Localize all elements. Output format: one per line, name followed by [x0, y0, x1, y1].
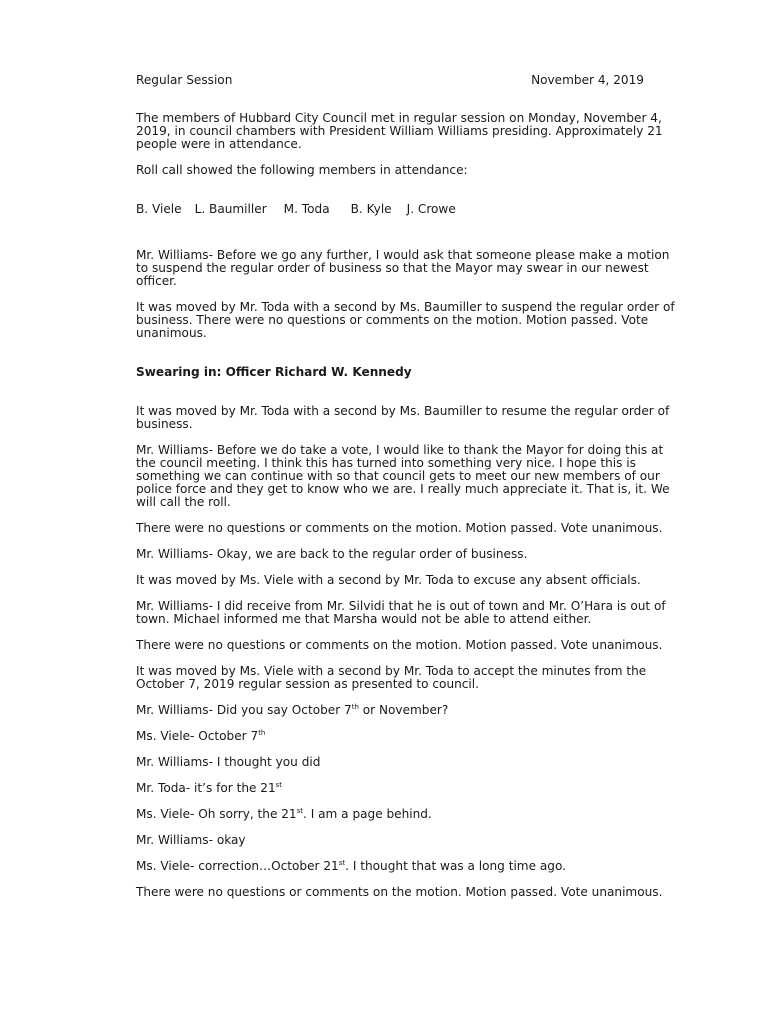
dialogue-line: Ms. Viele- correction…October 21st. I thought that was a long time ago.: [136, 859, 566, 873]
roll-call-member: B. Kyle: [350, 202, 392, 216]
roll-call-member: J. Crowe: [406, 202, 456, 216]
intro-paragraph: The members of Hubbard City Council met in regular session on Monday, November 4, 2019, in council chambers with President William Williams presiding. Approximately 21 people were in attendance.: [136, 111, 663, 151]
roll-call-member: L. Baumiller: [194, 202, 267, 216]
section-heading: Swearing in: Officer Richard W. Kennedy: [136, 365, 412, 379]
motion-result-paragraph: There were no questions or comments on the motion. Motion passed. Vote unanimous.: [136, 885, 663, 899]
session-date: November 4, 2019: [531, 73, 644, 87]
motion-paragraph: It was moved by Ms. Viele with a second by Mr. Toda to excuse any absent officials.: [136, 573, 641, 587]
motion-paragraph: It was moved by Mr. Toda with a second by Ms. Baumiller to suspend the regular order of business. There were no questions or comments on the motion. Motion passed. Vote unanimous.: [136, 300, 675, 340]
statement-paragraph: Mr. Williams- Okay, we are back to the regular order of business.: [136, 547, 528, 561]
dialogue-line: Mr. Williams- I thought you did: [136, 755, 321, 769]
dialogue-line: Ms. Viele- Oh sorry, the 21st. I am a page behind.: [136, 807, 432, 821]
motion-result-paragraph: There were no questions or comments on the motion. Motion passed. Vote unanimous.: [136, 521, 663, 535]
document-header: [136, 72, 644, 88]
dialogue-line: Mr. Williams- okay: [136, 833, 246, 847]
dialogue-line: Mr. Toda- it’s for the 21st: [136, 781, 283, 795]
dialogue-line: Mr. Williams- Did you say October 7th or November?: [136, 703, 449, 717]
dialogue-line: Ms. Viele- October 7th: [136, 729, 266, 743]
statement-paragraph: Mr. Williams- Before we go any further, I would ask that someone please make a motion to suspend the regular order of business so that the Mayor may swear in our newest officer.: [136, 248, 670, 288]
roll-call-list: [136, 203, 676, 216]
roll-call-member: B. Viele: [136, 202, 182, 216]
motion-paragraph: It was moved by Mr. Toda with a second by Ms. Baumiller to resume the regular order of business.: [136, 404, 670, 431]
roll-call-intro: Roll call showed the following members in attendance:: [136, 163, 468, 177]
statement-paragraph: Mr. Williams- Before we do take a vote, I would like to thank the Mayor for doing this at the council meeting. I think this has turned into something very nice. I hope this is something we can continue with so that council gets to meet our new members of our police force and they get to know who we are. I really much appreciate it. That is, it. We will call the roll.: [136, 443, 670, 509]
statement-paragraph: Mr. Williams- I did receive from Mr. Silvidi that he is out of town and Mr. O’Hara is out of town. Michael informed me that Marsha would not be able to attend either.: [136, 599, 666, 626]
document-page: [136, 72, 676, 899]
motion-paragraph: It was moved by Ms. Viele with a second by Mr. Toda to accept the minutes from the October 7, 2019 regular session as presented to council.: [136, 664, 647, 691]
motion-result-paragraph: There were no questions or comments on the motion. Motion passed. Vote unanimous.: [136, 638, 663, 652]
roll-call-member: M. Toda: [283, 202, 330, 216]
session-label: Regular Session: [136, 73, 233, 87]
